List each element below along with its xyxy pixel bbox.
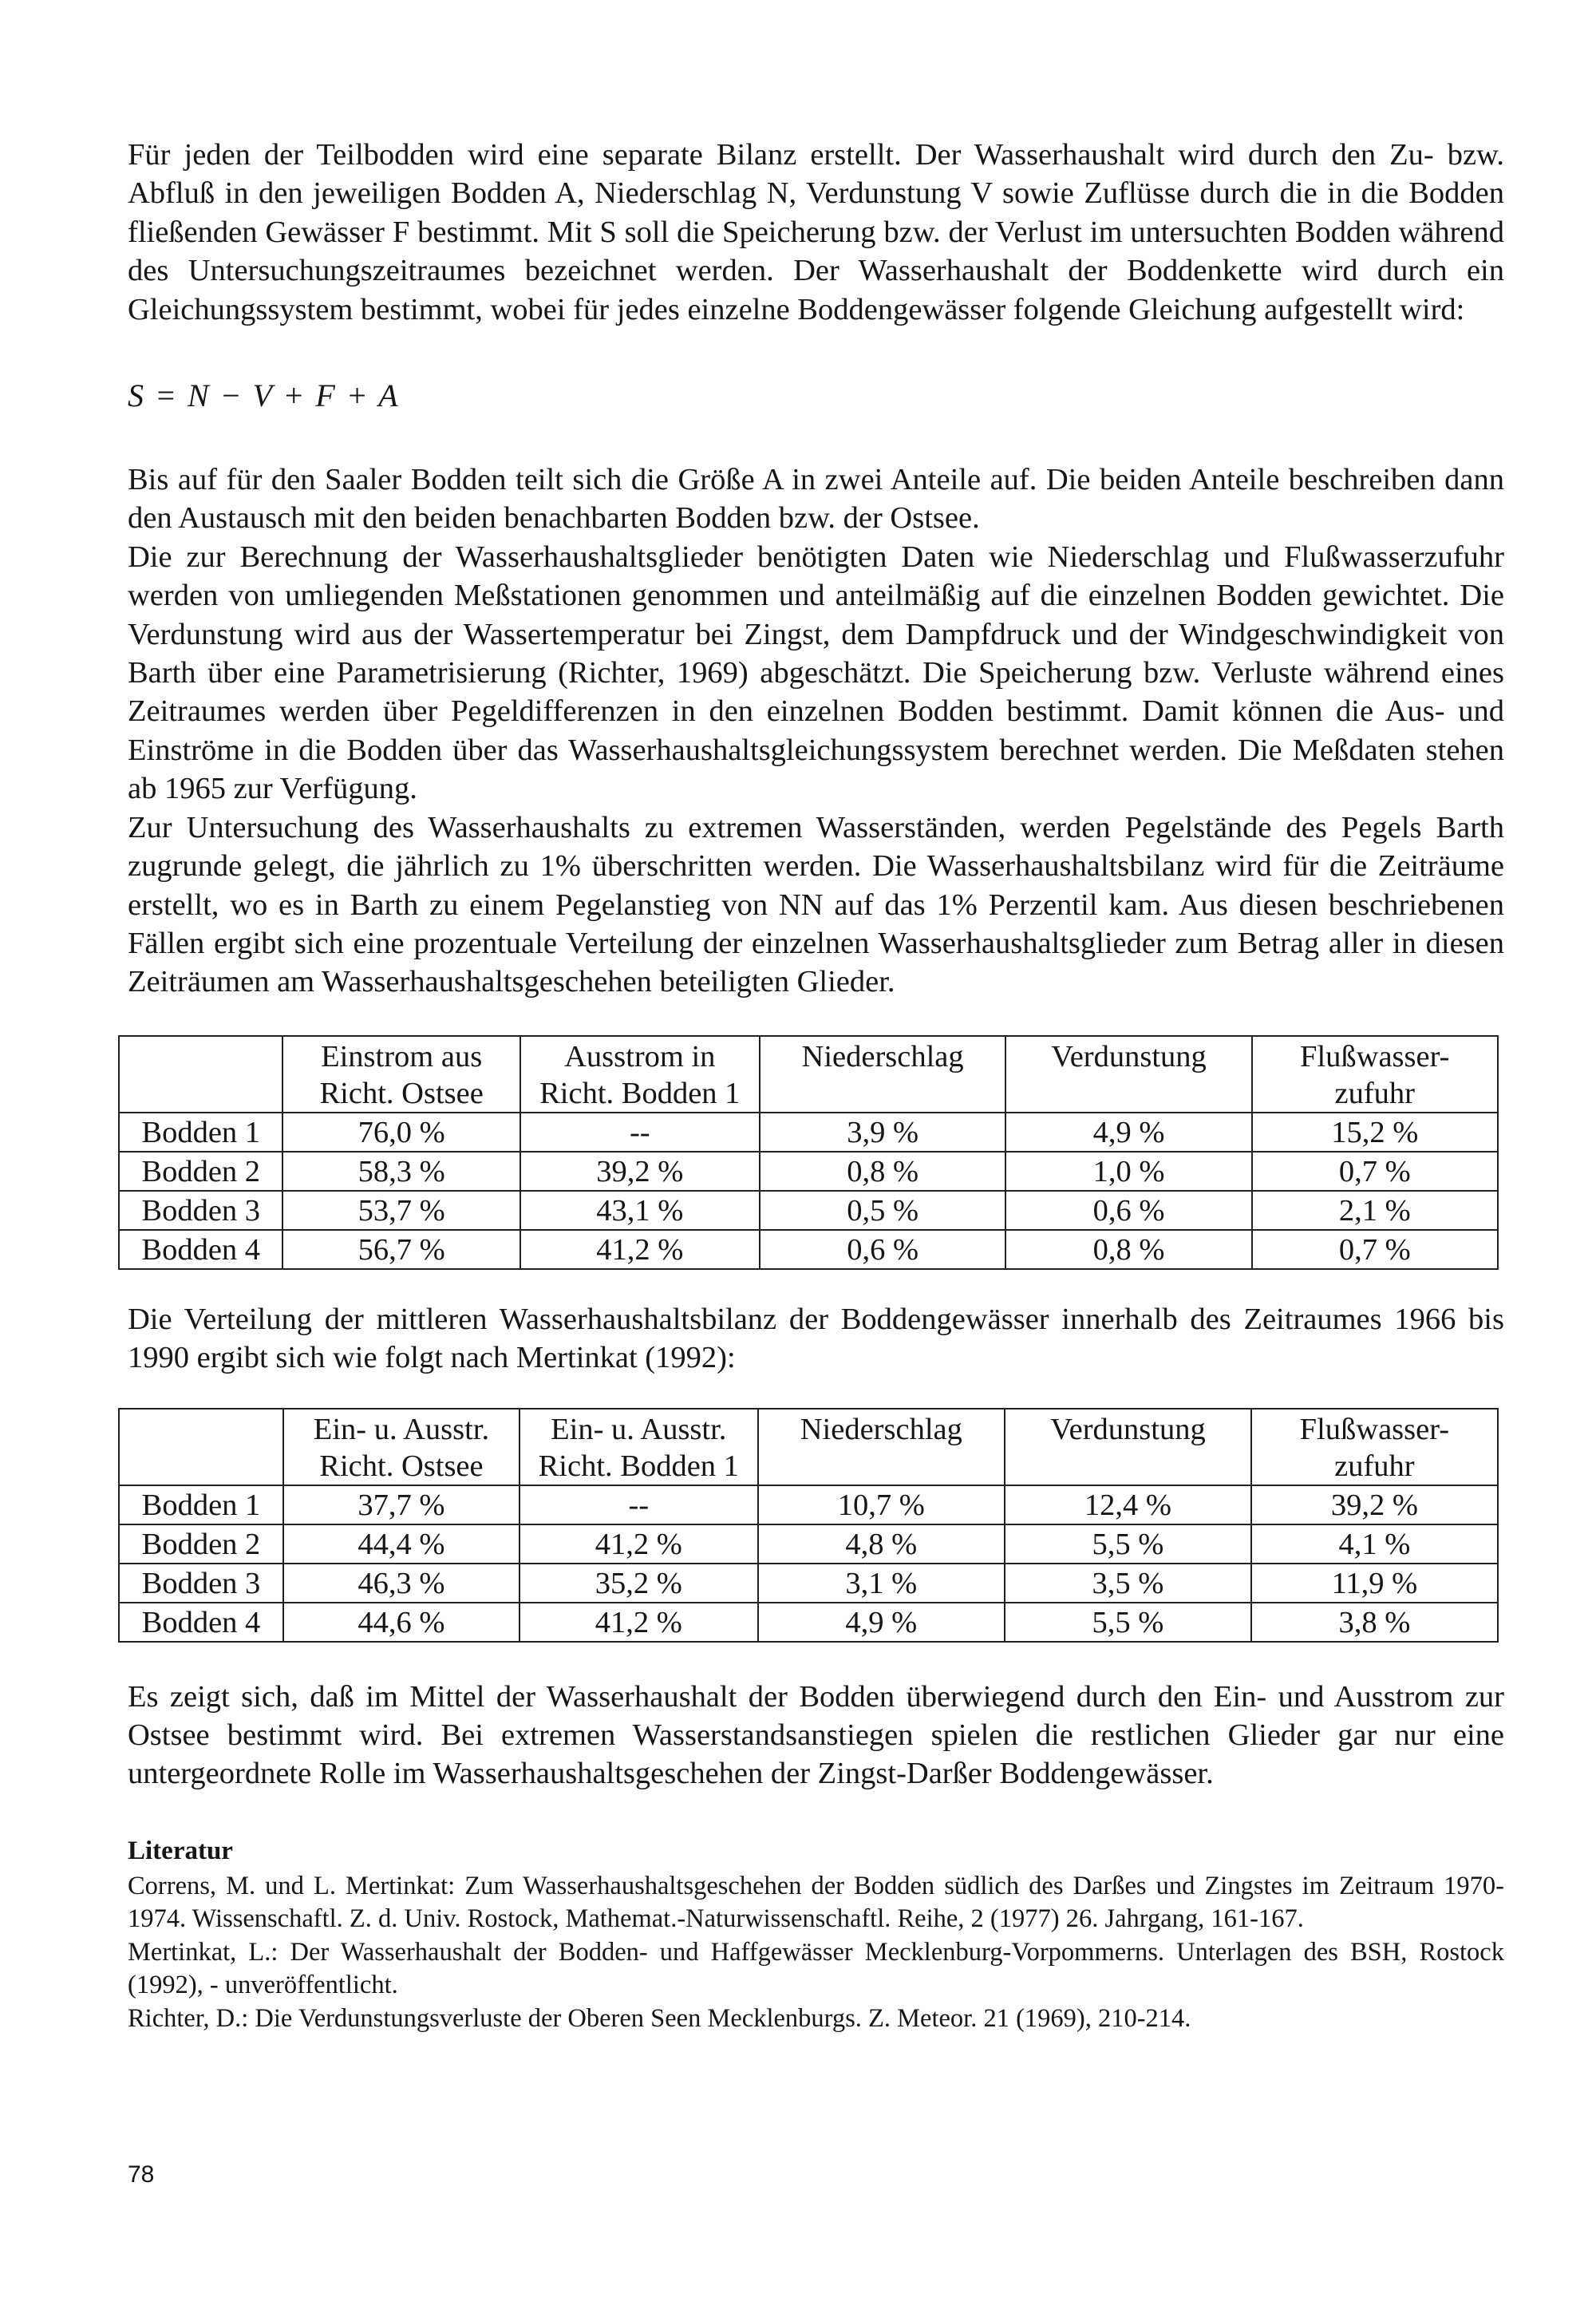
table-cell: 3,5 %: [1005, 1564, 1251, 1603]
header-cell-empty: [119, 1036, 282, 1113]
table-row: [119, 1564, 1498, 1603]
table-cell: 35,2 %: [519, 1564, 758, 1603]
table-cell: 0,8 %: [1005, 1230, 1251, 1269]
table-cell: 0,7 %: [1252, 1152, 1498, 1191]
row-label: Bodden 1: [119, 1485, 283, 1524]
table-mean-water-balance: [118, 1408, 1499, 1643]
table-cell: 11,9 %: [1251, 1564, 1498, 1603]
table-row: [119, 1113, 1498, 1152]
table-row: [119, 1485, 1498, 1524]
table-cell: 4,9 %: [1005, 1113, 1251, 1152]
table-cell: 37,7 %: [283, 1485, 519, 1524]
table-cell: 3,1 %: [758, 1564, 1005, 1603]
table-cell: 4,1 %: [1251, 1524, 1498, 1564]
paragraph-between-tables: Die Verteilung der mittleren Wasserhaushaltsbilanz der Boddengewässer innerhalb des Zeitraumes 1966 bis 1990 ergibt sich wie folgt nach Mertinkat (1992):: [128, 1302, 1504, 1375]
table-cell: 12,4 %: [1005, 1485, 1251, 1524]
table-cell: 4,9 %: [758, 1603, 1005, 1642]
table-cell: 0,7 %: [1252, 1230, 1498, 1269]
table-cell: 56,7 %: [282, 1230, 519, 1269]
table-cell: 10,7 %: [758, 1485, 1005, 1524]
paragraph-data-sources: Die zur Berechnung der Wasserhaushaltsglieder benötigten Daten wie Niederschlag und Flußwasserzufuhr werden von umliegenden Meßstationen genommen und anteilmäßig auf die einzelnen Bodden gewichtet. Die Verdunstung wird aus der Wassertemperatur bei Zingst, dem Dampfdruck und der Windgeschwindigkeit von Barth über eine Parametrisierung (Richter, 1969) abgeschätzt. Die Speicherung bzw. Verluste während eines Zeitraumes werden über Pegeldifferenzen in den einzelnen Bodden bestimmt. Damit können die Aus- und Einströme in die Bodden über das Wasserhaushaltsgleichungssystem berechnet werden. Die Meßdaten stehen ab 1965 zur Verfügung.: [128, 540, 1504, 806]
table-cell: 0,5 %: [760, 1191, 1006, 1230]
table-header-row: [119, 1409, 1498, 1485]
paragraph-saaler-bodden: Bis auf für den Saaler Bodden teilt sich die Größe A in zwei Anteile auf. Die beiden Anteile beschreiben dann den Austausch mit den beiden benachbarten Bodden bzw. der Ostsee.: [128, 463, 1504, 536]
page-content: [128, 136, 1504, 2035]
row-label: Bodden 2: [119, 1524, 283, 1564]
table-cell: 44,4 %: [283, 1524, 519, 1564]
header-cell-exchange-bodden: Ein- u. Ausstr. Richt. Bodden 1: [519, 1409, 758, 1485]
row-label: Bodden 1: [119, 1113, 282, 1152]
row-label: Bodden 4: [119, 1230, 282, 1269]
header-cell-precipitation: Niederschlag: [760, 1036, 1006, 1113]
header-cell-outflow: Ausstrom in Richt. Bodden 1: [520, 1036, 760, 1113]
table-row: [119, 1524, 1498, 1564]
table-cell: 15,2 %: [1252, 1113, 1498, 1152]
table-cell: 1,0 %: [1005, 1152, 1251, 1191]
header-cell-evaporation: Verdunstung: [1005, 1036, 1251, 1113]
table-row: [119, 1603, 1498, 1642]
literature-entry: Correns, M. und L. Mertinkat: Zum Wasserhaushaltsgeschehen der Bodden südlich des Darßes und Zingstes im Zeitraum 1970-1974. Wissenschaftl. Z. d. Univ. Rostock, Mathemat.-Naturwissenschaftl. Reihe, 2 (1977) 26. Jahrgang, 161-167.: [128, 1871, 1504, 1934]
row-label: Bodden 3: [119, 1191, 282, 1230]
table-cell: 5,5 %: [1005, 1603, 1251, 1642]
header-cell-exchange-baltic: Ein- u. Ausstr. Richt. Ostsee: [283, 1409, 519, 1485]
table-cell: 39,2 %: [520, 1152, 760, 1191]
table-cell: 58,3 %: [282, 1152, 519, 1191]
header-cell-river-inflow: Flußwasser- zufuhr: [1251, 1409, 1498, 1485]
literature-entry: Richter, D.: Die Verdunstungsverluste der Oberen Seen Mecklenburgs. Z. Meteor. 21 (1969), 210-214.: [128, 2003, 1191, 2033]
table-cell: --: [520, 1113, 760, 1152]
header-cell-precipitation: Niederschlag: [758, 1409, 1005, 1485]
table-cell: 46,3 %: [283, 1564, 519, 1603]
header-cell-river-inflow: Flußwasser- zufuhr: [1252, 1036, 1498, 1113]
paragraph-extremes: Zur Untersuchung des Wasserhaushalts zu extremen Wasserständen, werden Pegelstände des Pegels Barth zugrunde gelegt, die jährlich zu 1% überschritten werden. Die Wasserhaushaltsbilanz wird für die Zeiträume erstellt, wo es in Barth zu einem Pegelanstieg von NN auf das 1% Perzentil kam. Aus diesen beschriebenen Fällen ergibt sich eine prozentuale Verteilung der einzelnen Wasserhaushaltsglieder zum Betrag aller in diesen Zeiträumen am Wasserhaushaltsgeschehen beteiligten Glieder.: [128, 810, 1504, 999]
row-label: Bodden 3: [119, 1564, 283, 1603]
table-row: [119, 1230, 1498, 1269]
table-cell: 5,5 %: [1005, 1524, 1251, 1564]
table-cell: --: [519, 1485, 758, 1524]
table-cell: 3,9 %: [760, 1113, 1006, 1152]
table-cell: 0,8 %: [760, 1152, 1006, 1191]
table-row: [119, 1152, 1498, 1191]
table-cell: 53,7 %: [282, 1191, 519, 1230]
table-cell: 3,8 %: [1251, 1603, 1498, 1642]
table-cell: 76,0 %: [282, 1113, 519, 1152]
literature-heading: Literatur: [128, 1836, 233, 1865]
table-cell: 41,2 %: [519, 1524, 758, 1564]
table-cell: 41,2 %: [520, 1230, 760, 1269]
table-cell: 2,1 %: [1252, 1191, 1498, 1230]
literature-entry: Mertinkat, L.: Der Wasserhaushalt der Bodden- und Haffgewässer Mecklenburg-Vorpommerns. Unterlagen des BSH, Rostock (1992), - unveröffentlicht.: [128, 1937, 1504, 2000]
page-number: 78: [128, 2161, 155, 2188]
header-cell-inflow: Einstrom aus Richt. Ostsee: [282, 1036, 519, 1113]
table-cell: 0,6 %: [1005, 1191, 1251, 1230]
row-label: Bodden 2: [119, 1152, 282, 1191]
table-cell: 41,2 %: [519, 1603, 758, 1642]
table-cell: 0,6 %: [760, 1230, 1006, 1269]
table-cell: 44,6 %: [283, 1603, 519, 1642]
table-cell: 4,8 %: [758, 1524, 1005, 1564]
row-label: Bodden 4: [119, 1603, 283, 1642]
table-extreme-water-levels: [118, 1035, 1499, 1270]
header-cell-evaporation: Verdunstung: [1005, 1409, 1251, 1485]
table-cell: 39,2 %: [1251, 1485, 1498, 1524]
paragraph-conclusion: Es zeigt sich, daß im Mittel der Wasserhaushalt der Bodden überwiegend durch den Ein- und Ausstrom zur Ostsee bestimmt wird. Bei extremen Wasserstandsanstiegen spielen die restlichen Glieder gar nur eine untergeordnete Rolle im Wasserhaushaltsgeschehen der Zingst-Darßer Boddengewässer.: [128, 1679, 1504, 1791]
header-cell-empty: [119, 1409, 283, 1485]
water-balance-formula: S = N − V + F + A: [128, 378, 400, 414]
table-row: [119, 1191, 1498, 1230]
paragraph-intro: Für jeden der Teilbodden wird eine separate Bilanz erstellt. Der Wasserhaushalt wird durch den Zu- bzw. Abfluß in den jeweiligen Bodden A, Niederschlag N, Verdunstung V sowie Zuflüsse durch die in die Bodden fließenden Gewässer F bestimmt. Mit S soll die Speicherung bzw. der Verlust im untersuchten Bodden während des Untersuchungszeitraumes bezeichnet werden. Der Wasserhaushalt der Boddenkette wird durch ein Gleichungssystem bestimmt, wobei für jedes einzelne Boddengewässer folgende Gleichung aufgestellt wird:: [128, 138, 1504, 326]
table-cell: 43,1 %: [520, 1191, 760, 1230]
table-header-row: [119, 1036, 1498, 1113]
